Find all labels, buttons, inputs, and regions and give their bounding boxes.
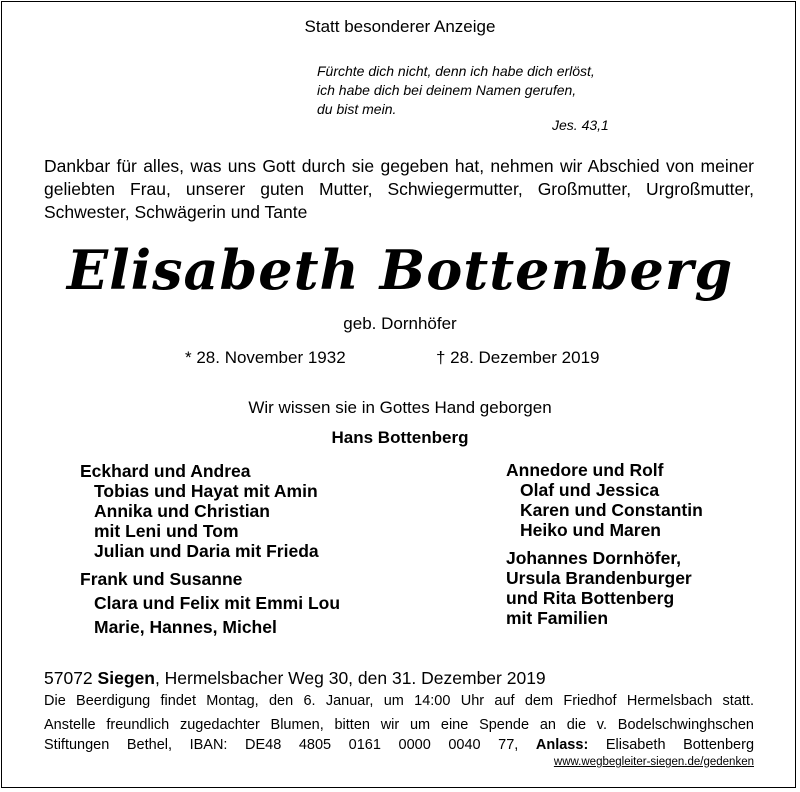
family-head: Frank und Susanne [80, 569, 243, 589]
family-member: Julian und Daria mit Frieda [94, 541, 319, 561]
notice-header: Statt besonderer Anzeige [304, 17, 496, 36]
family-member: Tobias und Hayat mit Amin [94, 481, 318, 501]
birth-date: * 28. November 1932 [185, 348, 346, 367]
city: Siegen [97, 668, 155, 688]
bible-quote [317, 62, 595, 119]
quote-line: Fürchte dich nicht, denn ich habe dich erlöst, [317, 63, 595, 79]
quote-line: ich habe dich bei deinem Namen gerufen, [317, 82, 577, 98]
family-member: Karen und Constantin [520, 500, 703, 520]
death-date: † 28. Dezember 2019 [436, 348, 600, 367]
family-member: Johannes Dornhöfer, [506, 548, 682, 568]
family-member: Olaf und Jessica [520, 480, 660, 500]
family-member: mit Familien [506, 608, 609, 628]
quote-line: du bist mein. [317, 101, 397, 117]
family-member: Annika und Christian [94, 501, 270, 521]
donation-reason-label: Anlass: [535, 737, 589, 753]
donation-line-1: Anstelle freundlich zugedachter Blumen, bitten wir um eine Spende an die v. Bodelschwinghschen [44, 717, 754, 733]
family-head: Annedore und Rolf [506, 460, 664, 480]
donation-line-2 [44, 735, 754, 755]
family-member: und Rita Bottenberg [506, 588, 675, 608]
family-list-right [506, 460, 703, 628]
address-and-date: , Hermelsbacher Weg 30, den 31. Dezember 2019 [154, 668, 546, 688]
place-and-date [44, 668, 546, 689]
family-member: Clara und Felix mit Emmi Lou [94, 593, 341, 613]
family-list-left [80, 461, 340, 637]
deceased-name: Elisabeth Bottenberg [66, 238, 734, 302]
family-member: Ursula Brandenburger [506, 568, 692, 588]
zip-code: 57072 [44, 668, 93, 688]
donation-info [44, 715, 754, 755]
funeral-info: Die Beerdigung findet Montag, den 6. Januar, um 14:00 Uhr auf dem Friedhof Hermelsbach statt. [44, 693, 754, 709]
family-member: Marie, Hannes, Michel [94, 617, 277, 637]
donation-bank: Stiftungen Bethel, IBAN: DE48 4805 0161 0000 0040 77, [44, 737, 519, 753]
family-head: Eckhard und Andrea [80, 461, 251, 481]
birth-name: geb. Dornhöfer [343, 314, 457, 333]
quote-reference: Jes. 43,1 [552, 117, 609, 133]
motto: Wir wissen sie in Gottes Hand geborgen [248, 398, 552, 417]
family-member: mit Leni und Tom [94, 521, 239, 541]
intro-text: Dankbar für alles, was uns Gott durch sie gegeben hat, nehmen wir Abschied von meiner geliebten Frau, unserer guten Mutter, Schwiegermutter, Großmutter, Urgroßmutter, Schwester, Schwägerin und Tante [44, 156, 754, 222]
spouse-name: Hans Bottenberg [331, 428, 469, 447]
donation-reason: Elisabeth Bottenberg [605, 737, 755, 753]
family-member: Heiko und Maren [520, 520, 661, 540]
memorial-link[interactable]: www.wegbegleiter-siegen.de/gedenken [553, 756, 754, 768]
